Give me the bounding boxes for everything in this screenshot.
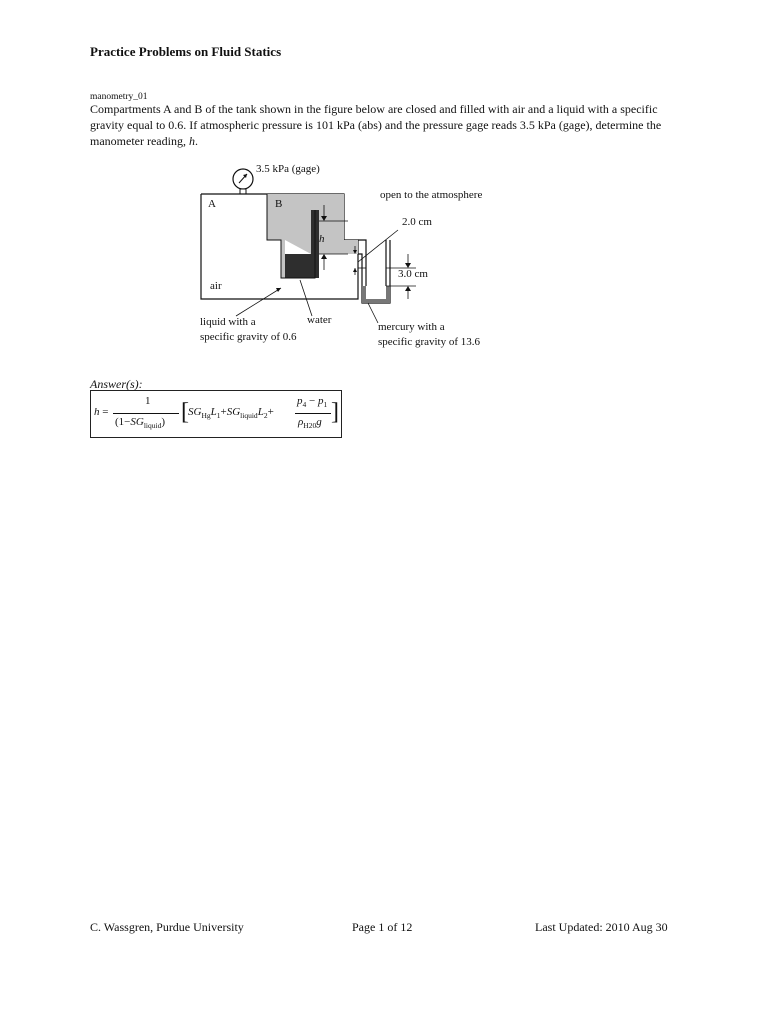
mercury-leader <box>368 303 378 323</box>
eq-l1: L <box>210 406 217 418</box>
mercury-label-line2: specific gravity of 13.6 <box>378 336 481 348</box>
h-arrowhead-bottom <box>321 254 327 259</box>
eq-bracket-terms <box>188 406 274 420</box>
problem-id: manometry_01 <box>90 92 148 102</box>
open-atmosphere-label: open to the atmosphere <box>380 189 483 201</box>
eq-sg-hg: SG <box>188 406 202 418</box>
eq-pressure-denominator <box>298 416 322 430</box>
eq-g: g <box>316 416 322 428</box>
eq-fraction-bar <box>113 413 179 414</box>
liquid-label-line1: liquid with a <box>200 316 256 328</box>
eq-plus-1: + <box>220 406 227 418</box>
statement-variable: h <box>188 134 195 148</box>
eq-p1: p <box>317 395 324 407</box>
eq-equals: = <box>102 406 109 418</box>
dim-3cm-label: 3.0 cm <box>398 268 428 280</box>
eq-den-sg: SG <box>130 416 144 428</box>
footer-author: C. Wassgren, Purdue University <box>90 920 244 934</box>
eq-sub-liquid: liquid <box>240 411 258 421</box>
eq-sub-4: 4 <box>302 400 307 410</box>
footer-last-updated: Last Updated: 2010 Aug 30 <box>535 920 668 934</box>
eq-h: h <box>94 406 100 418</box>
eq-numerator-one: 1 <box>145 395 151 407</box>
h-label: h <box>319 233 325 245</box>
water-in-bend <box>285 254 319 278</box>
eq-sub-1: 1 <box>216 411 221 421</box>
compartment-b-label: B <box>275 198 283 210</box>
eq-pressure-bar <box>295 413 331 414</box>
liquid-label-line2: specific gravity of 0.6 <box>200 331 297 343</box>
page-title: Practice Problems on Fluid Statics <box>90 44 282 59</box>
mercury-label-line1: mercury with a <box>378 321 445 333</box>
eq-sub-p1: 1 <box>323 400 328 410</box>
statement-end: . <box>194 134 198 148</box>
problem-statement <box>90 101 690 149</box>
eq-den-open: (1− <box>115 416 131 428</box>
eq-left-bracket: [ <box>181 399 189 425</box>
eq-sub-h2o: H20 <box>303 421 317 431</box>
eq-den-close: ) <box>161 416 166 428</box>
eq-sub-2: 2 <box>263 411 268 421</box>
eq-denominator <box>115 416 165 430</box>
mercury-inner-gap <box>366 286 386 299</box>
gage-reading-label: 3.5 kPa (gage) <box>256 163 320 175</box>
dim-2cm-label: 2.0 cm <box>402 216 432 228</box>
water-label: water <box>307 314 332 326</box>
eq-den-sub: liquid <box>143 421 162 431</box>
eq-right-bracket: ] <box>331 399 339 425</box>
dim-2cm-arrowhead-bottom <box>353 268 357 272</box>
liquid-leader <box>236 288 281 316</box>
answer-label: Answer(s): <box>90 377 143 391</box>
eq-rho: ρ <box>298 416 304 428</box>
liquid-leader-arrow <box>276 288 281 292</box>
eq-p4: p <box>297 395 303 407</box>
air-label: air <box>210 280 222 292</box>
manometer-diagram <box>190 158 510 358</box>
dim-2cm-leader <box>358 230 398 262</box>
statement-text: Compartments A and B of the tank shown in the figure below are closed and filled with air and a liquid with a specific gravity equal to 0.6. If atmospheric pressure is 101 kPa (abs) and the pressure gage reads 3.5 kPa (gage), determine the manometer reading, <box>90 102 662 148</box>
eq-sg-liquid: SG <box>226 406 241 418</box>
water-leader <box>300 280 312 316</box>
gage-stem <box>240 189 246 194</box>
eq-plus-2: + <box>267 406 274 418</box>
eq-sub-hg: Hg <box>201 411 211 421</box>
dim-3cm-arrowhead-bottom <box>405 286 411 291</box>
manometer-figure <box>190 158 510 358</box>
eq-minus: − <box>309 395 316 407</box>
answer-equation-box <box>90 390 342 438</box>
eq-pressure-numerator <box>297 395 327 409</box>
footer-page-number: Page 1 of 12 <box>352 920 413 934</box>
compartment-a-label: A <box>208 198 216 210</box>
eq-lhs <box>94 406 108 418</box>
eq-l2: L <box>257 406 264 418</box>
